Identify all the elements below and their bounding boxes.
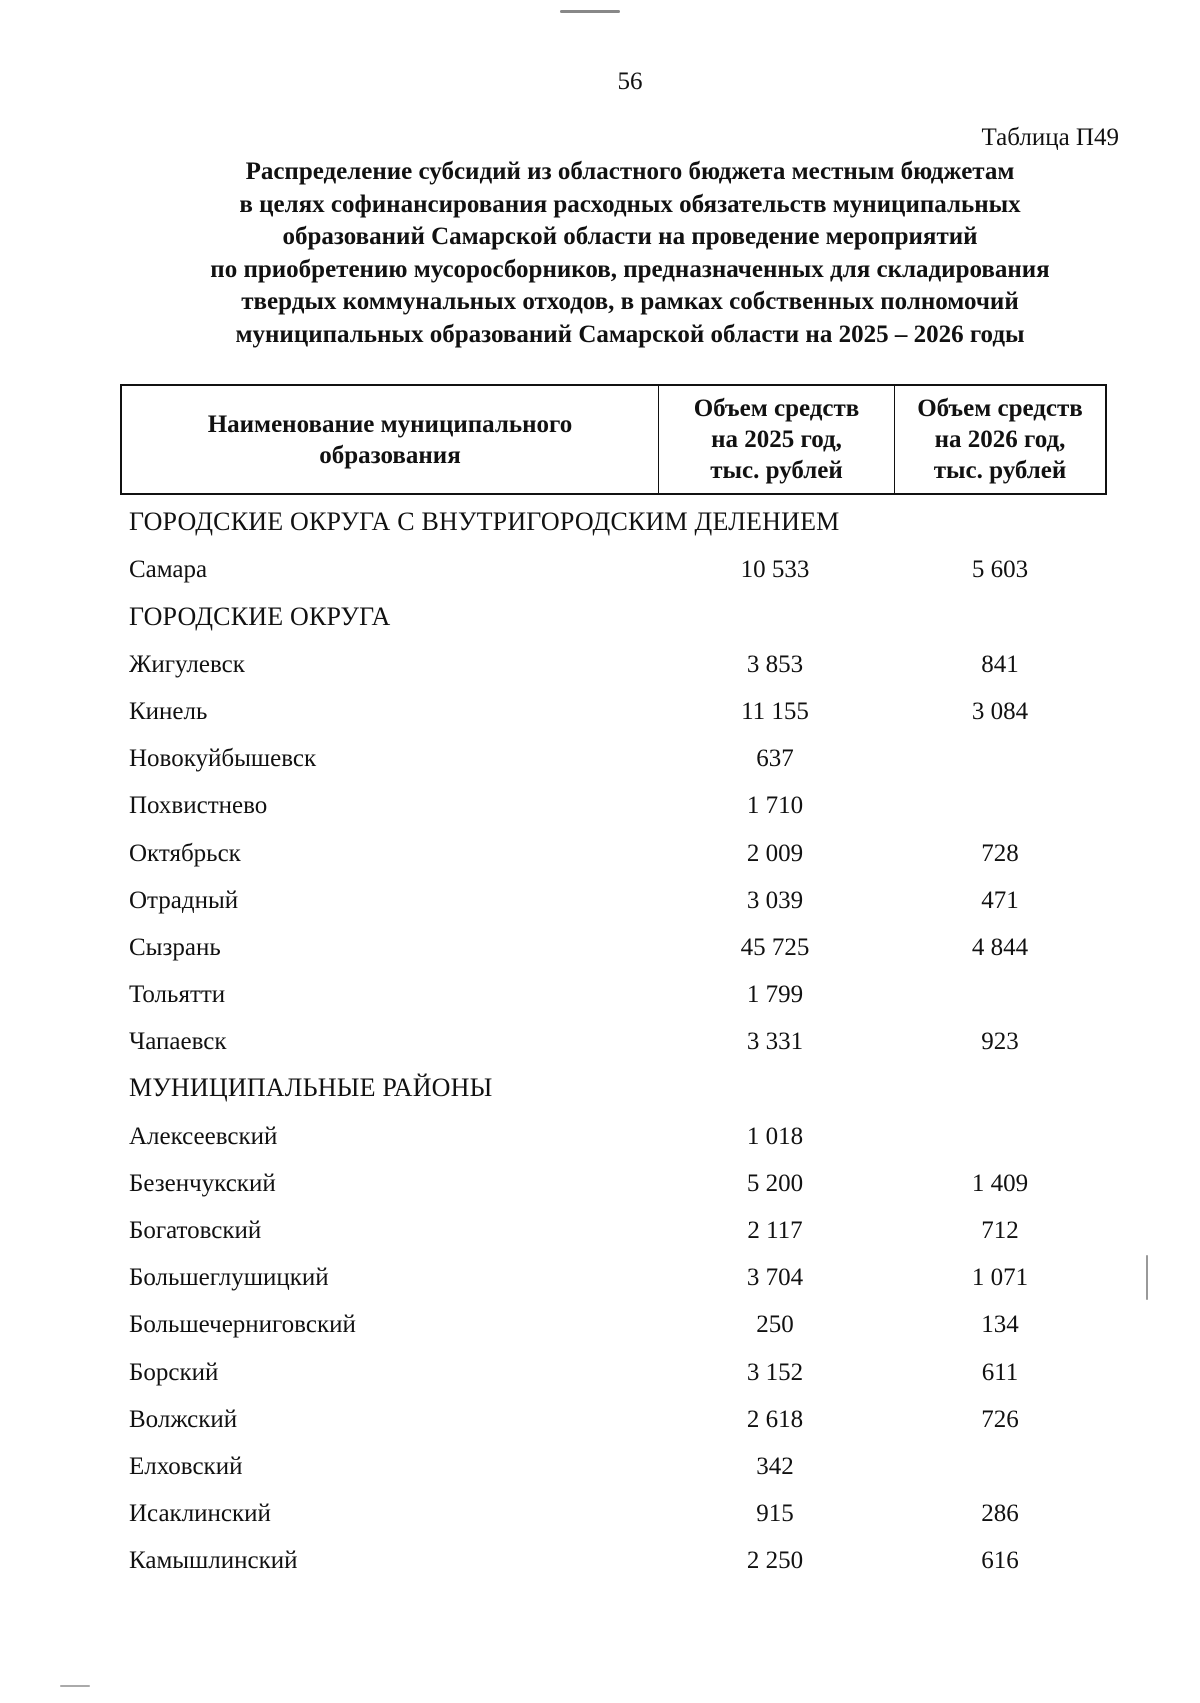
value-2025: 2 250	[746, 1547, 804, 1575]
municipality-name: Новокуйбышевск	[129, 745, 317, 773]
table-row	[0, 1206, 1200, 1253]
table-row	[0, 734, 1200, 781]
value-2026: 4 844	[971, 933, 1029, 961]
value-2025: 3 039	[746, 886, 804, 914]
value-2025: 1 710	[746, 792, 804, 820]
section-row	[0, 498, 1200, 545]
value-2025: 11 155	[741, 697, 809, 725]
header-volume-2025	[659, 386, 895, 493]
value-2025: 3 152	[746, 1358, 804, 1386]
value-2025: 2 009	[746, 839, 804, 867]
value-2026: 1 409	[971, 1169, 1029, 1197]
scan-speck	[1146, 1255, 1148, 1300]
municipality-name: Кинель	[129, 697, 208, 725]
header-text: тыс. рублей	[933, 457, 1067, 484]
municipality-name: Отрадный	[129, 886, 239, 914]
municipality-name: Большечерниговский	[129, 1311, 356, 1339]
table-title	[130, 156, 1130, 351]
value-2025: 3 331	[746, 1028, 804, 1056]
value-2026: 611	[981, 1358, 1019, 1386]
title-line: Распределение субсидий из областного бюджета местным бюджетам	[245, 158, 1015, 185]
municipality-name: Безенчукский	[129, 1169, 276, 1197]
title-line: твердых коммунальных отходов, в рамках собственных полномочий	[241, 288, 1019, 315]
header-volume-2026	[895, 386, 1105, 493]
header-text: образования	[319, 441, 461, 469]
municipality-name: Самара	[129, 556, 208, 584]
scan-speck	[560, 10, 620, 13]
page-number: 56	[617, 68, 643, 95]
value-2026: 286	[981, 1500, 1019, 1528]
table-body	[0, 498, 1200, 1583]
value-2025: 3 704	[746, 1264, 804, 1292]
title-line: в целях софинансирования расходных обязательств муниципальных	[239, 190, 1021, 218]
table-row	[0, 923, 1200, 970]
header-text: тыс. рублей	[710, 457, 843, 484]
municipality-name: Волжский	[129, 1405, 238, 1433]
municipality-name: Богатовский	[129, 1217, 262, 1244]
header-text: Объем средств	[693, 395, 860, 422]
value-2026: 841	[981, 650, 1019, 678]
value-2025: 3 853	[746, 650, 804, 678]
municipality-name: Жигулевск	[129, 650, 245, 678]
value-2026: 728	[981, 839, 1019, 867]
table-row	[0, 1536, 1200, 1583]
table-row	[0, 1442, 1200, 1489]
section-row	[0, 592, 1200, 639]
section-row	[0, 1064, 1200, 1111]
header-text: Объем средств	[917, 395, 1083, 422]
table-row	[0, 828, 1200, 875]
table-row	[0, 970, 1200, 1017]
municipality-name: Борский	[129, 1358, 219, 1386]
value-2025: 1 018	[746, 1122, 804, 1150]
title-line: по приобретению мусоросборников, предназначенных для складирования	[210, 255, 1050, 283]
value-2025: 2 117	[747, 1217, 803, 1244]
table-row	[0, 1253, 1200, 1300]
value-2026: 134	[981, 1311, 1019, 1339]
value-2025: 45 725	[740, 933, 810, 961]
header-municipality	[122, 386, 659, 493]
value-2026: 726	[981, 1405, 1019, 1433]
municipality-name: Тольятти	[129, 981, 226, 1009]
value-2026: 923	[981, 1028, 1019, 1056]
table-row	[0, 1300, 1200, 1347]
value-2026: 712	[981, 1217, 1019, 1244]
value-2026: 616	[981, 1547, 1019, 1575]
scan-speck	[60, 1685, 90, 1687]
value-2026: 1 071	[971, 1264, 1029, 1292]
table-row	[0, 1489, 1200, 1536]
value-2025: 5 200	[746, 1169, 804, 1197]
header-text: на 2025 год,	[711, 426, 842, 453]
table-row	[0, 1159, 1200, 1206]
header-text: Наименование муниципального	[207, 410, 573, 438]
municipality-name: Елховский	[129, 1452, 243, 1480]
municipality-name: Похвистнево	[129, 792, 268, 820]
section-title: МУНИЦИПАЛЬНЫЕ РАЙОНЫ	[129, 1073, 493, 1103]
value-2025: 342	[756, 1452, 794, 1480]
municipality-name: Большеглушицкий	[129, 1264, 329, 1292]
section-title: ГОРОДСКИЕ ОКРУГА С ВНУТРИГОРОДСКИМ ДЕЛЕНИЕМ	[129, 507, 840, 537]
table-row	[0, 876, 1200, 923]
value-2026: 3 084	[971, 697, 1029, 725]
municipality-name: Чапаевск	[129, 1028, 227, 1056]
table-row	[0, 1395, 1200, 1442]
municipality-name: Октябрьск	[129, 839, 241, 867]
value-2026: 471	[981, 886, 1019, 914]
municipality-name: Алексеевский	[129, 1122, 278, 1150]
table-header	[120, 384, 1107, 495]
value-2025: 250	[756, 1311, 794, 1339]
section-title: ГОРОДСКИЕ ОКРУГА	[129, 601, 391, 631]
municipality-name: Сызрань	[129, 933, 221, 961]
table-row	[0, 781, 1200, 828]
title-line: образований Самарской области на проведение мероприятий	[282, 223, 978, 250]
municipality-name: Камышлинский	[129, 1547, 298, 1575]
table-row	[0, 1017, 1200, 1064]
value-2025: 10 533	[740, 556, 810, 584]
table-row	[0, 1347, 1200, 1394]
value-2025: 1 799	[746, 981, 804, 1009]
value-2026: 5 603	[971, 556, 1029, 584]
table-row	[0, 1111, 1200, 1158]
title-line: муниципальных образований Самарской области на 2025 – 2026 годы	[235, 320, 1025, 348]
value-2025: 637	[756, 745, 794, 773]
table-row	[0, 545, 1200, 592]
municipality-name: Исаклинский	[129, 1500, 271, 1528]
value-2025: 2 618	[746, 1405, 804, 1433]
value-2025: 915	[756, 1500, 794, 1528]
table-row	[0, 687, 1200, 734]
table-label: Таблица П49	[981, 124, 1119, 151]
table-row	[0, 640, 1200, 687]
header-text: на 2026 год,	[934, 426, 1066, 453]
